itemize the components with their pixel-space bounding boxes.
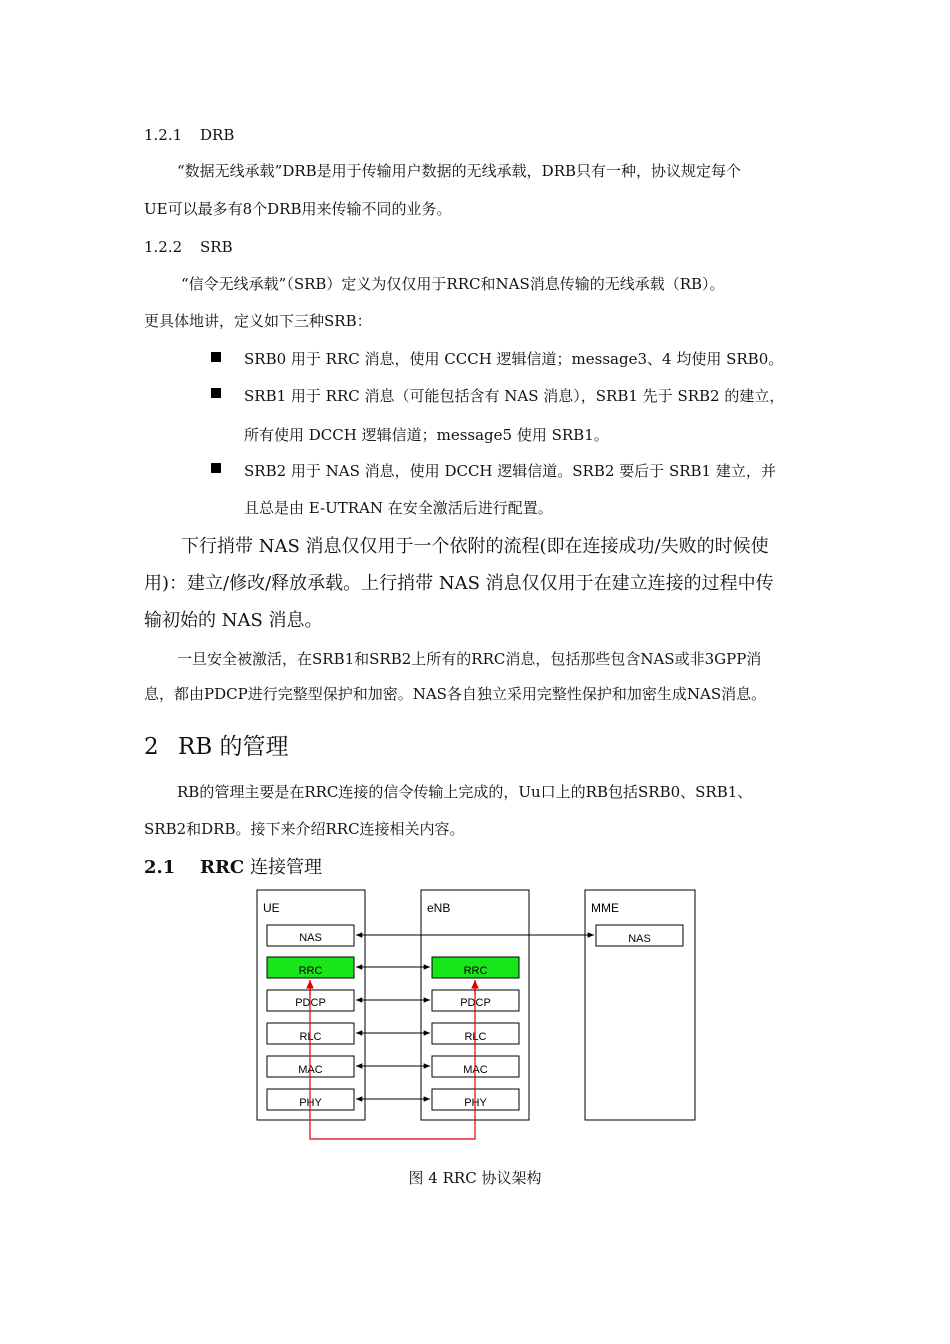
srb-paragraph-line-1: “信令无线承载”（SRB）定义为仅仅用于RRC和NAS消息传输的无线承载（RB）。: [181, 275, 725, 293]
section-title-rest: 连接管理: [244, 857, 322, 878]
bullet-srb0: SRB0 用于 RRC 消息，使用 CCCH 逻辑信道；message3、4 均使用 SRB0。: [244, 350, 784, 368]
bullet-srb1-line-1: SRB1 用于 RRC 消息（可能包括含有 NAS 消息），SRB1 先于 SRB2 的建立，: [244, 387, 785, 405]
section-heading-1-2-1: [144, 126, 234, 144]
mme-nas-label: NAS: [628, 933, 651, 945]
rb-paragraph-line-2: SRB2和DRB。接下来介绍RRC连接相关内容。: [144, 820, 465, 838]
security-paragraph-line-2: 息，都由PDCP进行完整型保护和加密。NAS各自独立采用完整性保护和加密生成NAS消息。: [144, 685, 767, 703]
bullet-square-icon: [211, 352, 221, 362]
section-number: 2.1: [144, 857, 176, 878]
section-title: RB 的管理: [178, 734, 289, 760]
section-title: DRB: [200, 126, 235, 144]
section-title: SRB: [200, 238, 233, 256]
section-number: 1.2.1: [144, 126, 183, 144]
rrc-protocol-architecture-diagram: [250, 885, 710, 1150]
enb-pdcp-label: PDCP: [460, 997, 491, 1009]
ue-nas-label: NAS: [299, 932, 322, 944]
nas-paragraph-line-2: 用)：建立/修改/释放承载。上行捎带 NAS 消息仅仅用于在建立连接的过程中传: [144, 573, 774, 594]
ue-mac-label: MAC: [298, 1064, 323, 1076]
section-title-bold: RRC: [200, 857, 245, 878]
rb-paragraph-line-1: RB的管理主要是在RRC连接的信令传输上完成的，Uu口上的RB包括SRB0、SRB1、: [177, 783, 753, 801]
bullet-srb2-line-1: SRB2 用于 NAS 消息，使用 DCCH 逻辑信道。SRB2 要后于 SRB1 建立，并: [244, 462, 776, 480]
nas-paragraph-line-3: 输初始的 NAS 消息。: [144, 610, 323, 631]
ue-phy-label: PHY: [299, 1097, 322, 1109]
nas-paragraph-line-1: 下行捎带 NAS 消息仅仅用于一个依附的流程(即在连接成功/失败的时候使: [181, 536, 769, 557]
enb-label: eNB: [427, 901, 451, 915]
bullet-square-icon: [211, 463, 221, 473]
section-heading-2-1: [144, 853, 322, 879]
section-heading-2: [144, 728, 289, 761]
ue-pdcp-label: PDCP: [295, 997, 326, 1009]
drb-paragraph-line-1: “数据无线承载”DRB是用于传输用户数据的无线承载，DRB只有一种，协议规定每个: [177, 162, 742, 180]
bullet-srb1-line-2: 所有使用 DCCH 逻辑信道；message5 使用 SRB1。: [244, 426, 609, 444]
section-number: 1.2.2: [144, 238, 183, 256]
enb-rrc-label: RRC: [463, 965, 488, 977]
bullet-square-icon: [211, 388, 221, 398]
bullet-srb2-line-2: 且总是由 E-UTRAN 在安全激活后进行配置。: [244, 499, 553, 517]
enb-phy-label: PHY: [464, 1097, 487, 1109]
enb-mac-label: MAC: [463, 1064, 488, 1076]
drb-paragraph-line-2: UE可以最多有8个DRB用来传输不同的业务。: [144, 200, 452, 218]
ue-rrc-label: RRC: [298, 965, 323, 977]
section-number: 2: [144, 734, 159, 760]
ue-rlc-label: RLC: [299, 1031, 322, 1043]
enb-rlc-label: RLC: [464, 1031, 487, 1043]
srb-paragraph-line-2: 更具体地讲，定义如下三种SRB：: [144, 312, 372, 330]
figure-caption: 图 4 RRC 协议架构: [408, 1169, 542, 1187]
mme-label: MME: [591, 901, 619, 915]
security-paragraph-line-1: 一旦安全被激活，在SRB1和SRB2上所有的RRC消息，包括那些包含NAS或非3GPP消: [177, 650, 762, 668]
ue-label: UE: [263, 901, 280, 915]
section-heading-1-2-2: [144, 238, 233, 256]
